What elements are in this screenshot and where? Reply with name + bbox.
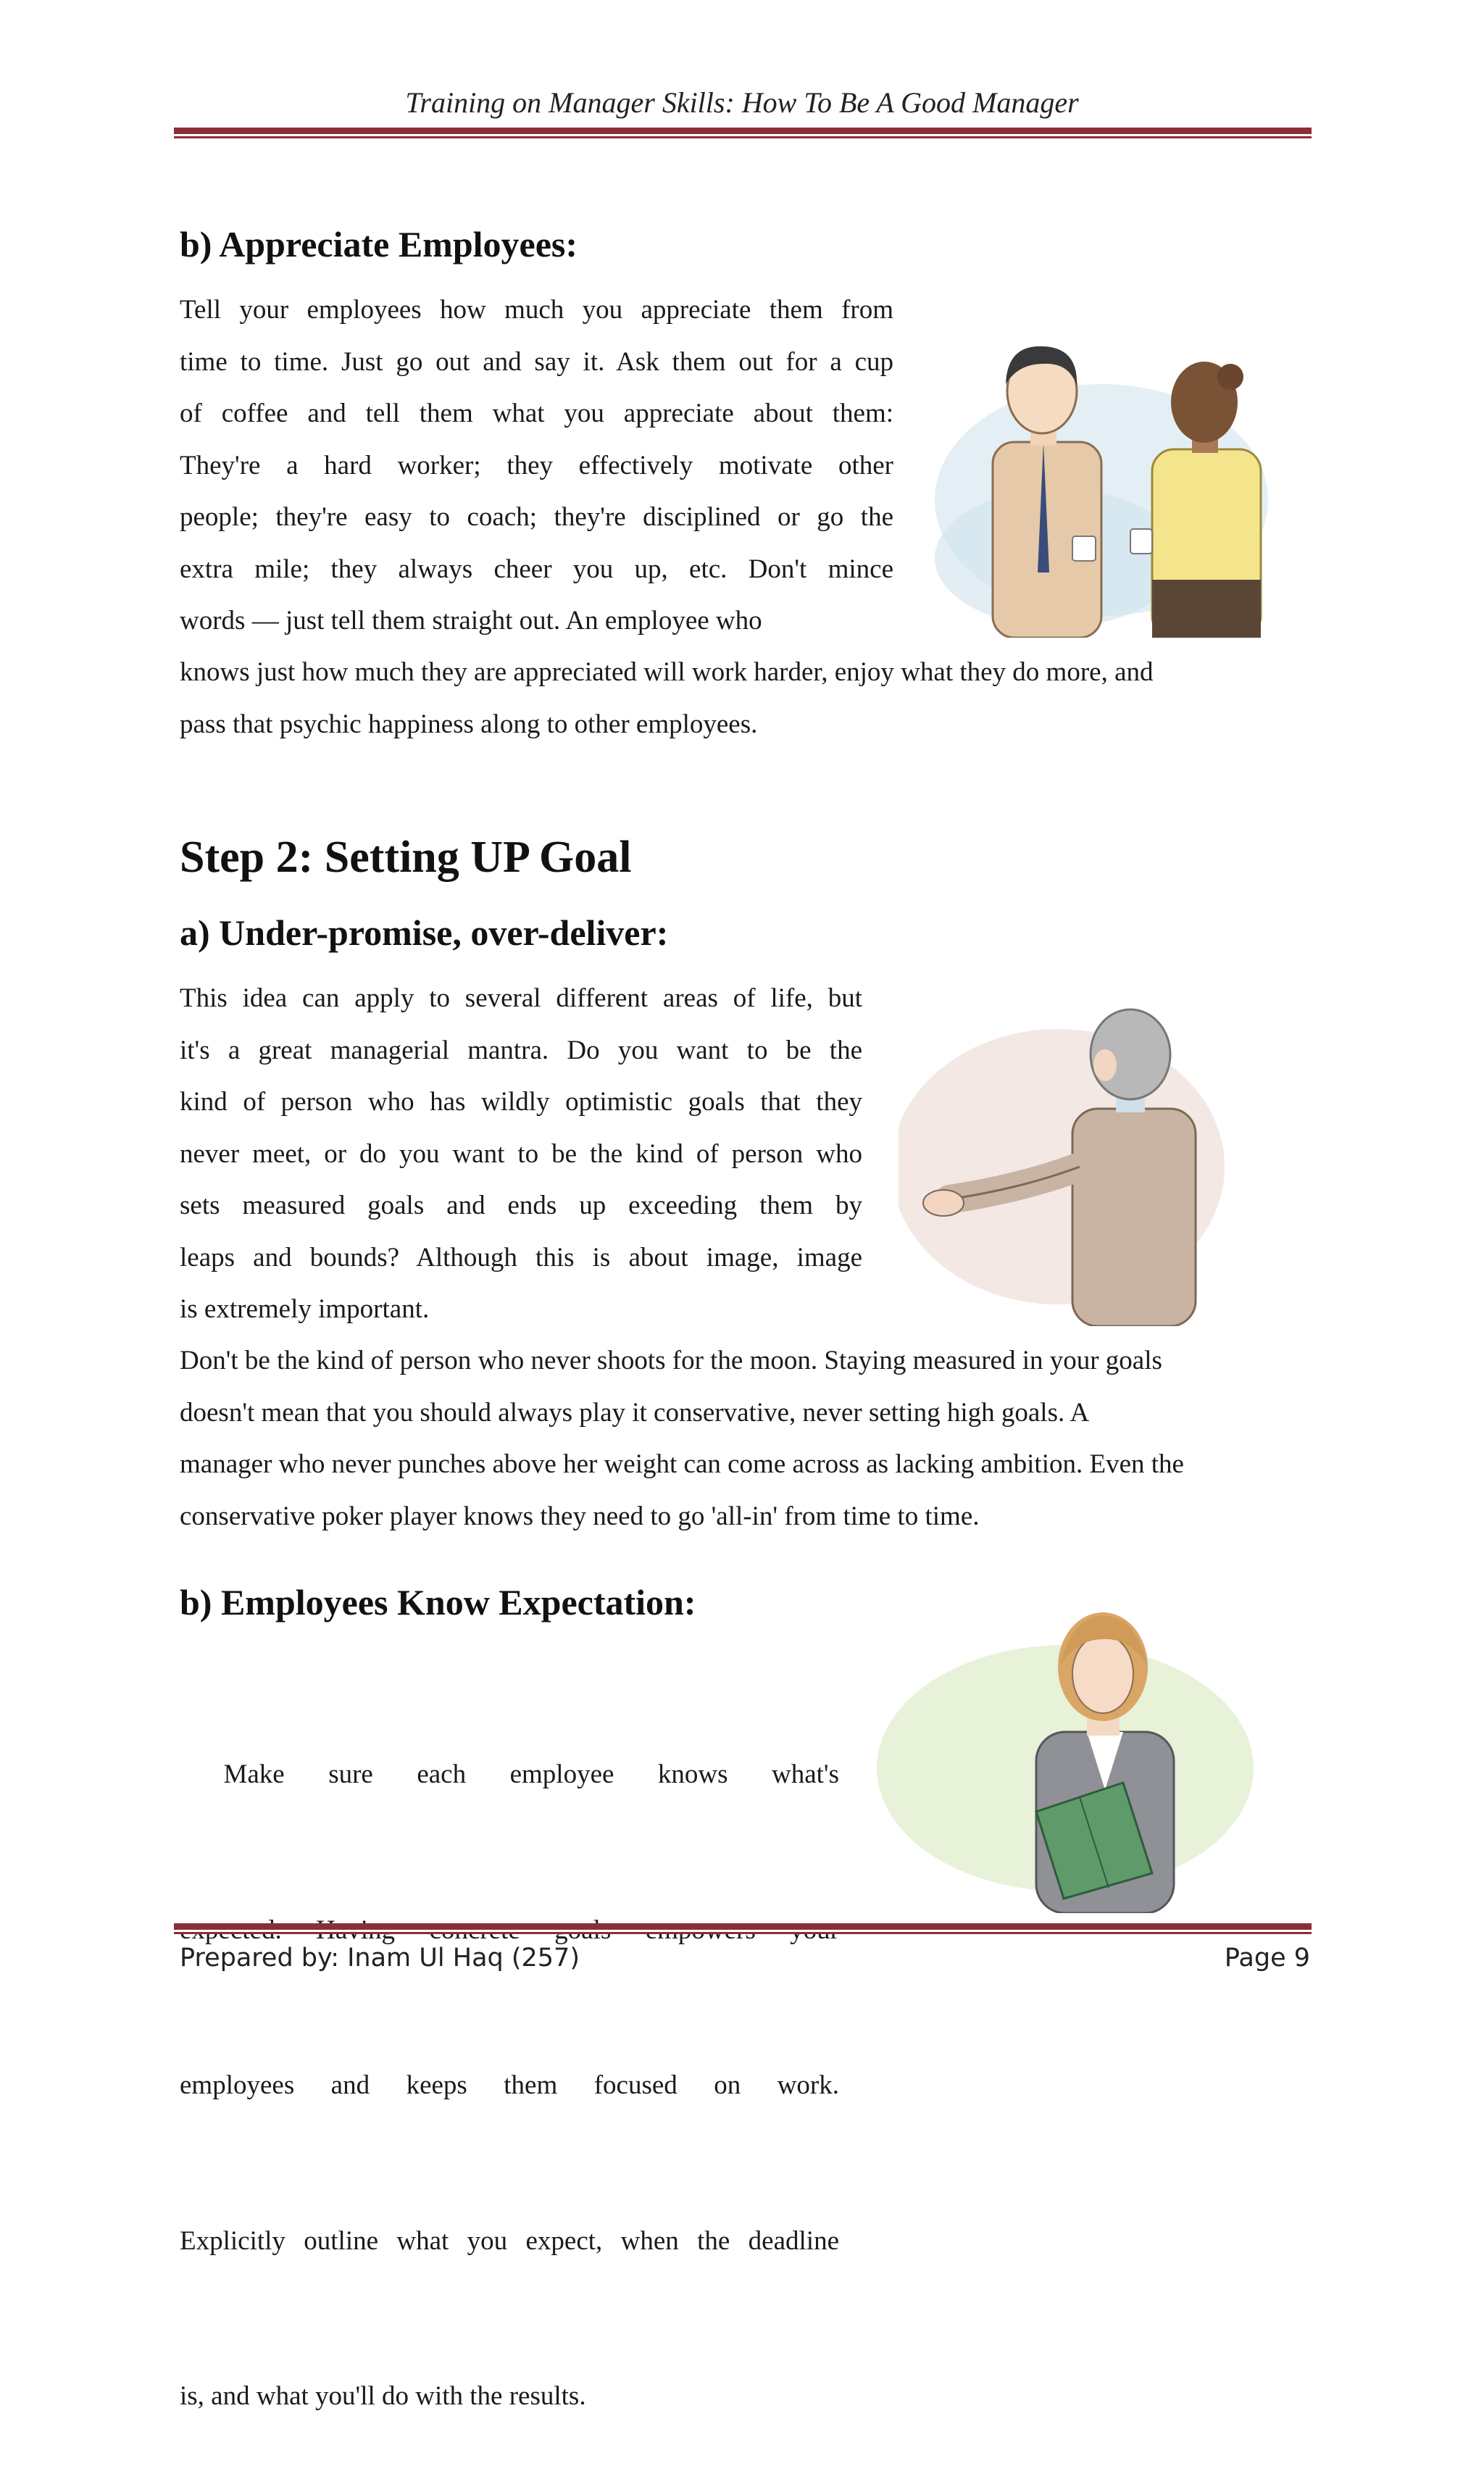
two-colleagues-coffee-illustration [935,319,1283,638]
text-line: conservative poker player knows they need to go 'all-in' from time to time. [180,1501,980,1531]
step-heading: Step 2: Setting UP Goal [180,833,632,882]
text-line: employees and keeps them focused on work. [180,2070,839,2100]
gesturing-manager-illustration [899,1000,1275,1326]
text-line: words — just tell them straight out. An employee who [180,606,762,636]
text-line: kind of person who has wildly optimistic goals that they [180,1087,862,1117]
running-header: Training on Manager Skills: How To Be A Good Manager [405,86,1079,119]
text-line: knows just how much they are appreciated will work harder, enjoy what they do more, and [180,657,1154,687]
text-line: doesn't mean that you should always play it conservative, never setting high goals. A [180,1397,1090,1428]
text-line: Tell your employees how much you appreciate them from [180,295,893,325]
section-heading-under-promise: a) Under-promise, over-deliver: [180,912,669,953]
paragraph-appreciate-wrapped [180,284,893,647]
section-heading-expectation: b) Employees Know Expectation: [180,1582,696,1623]
paragraph-under-promise-full [180,1335,1310,1542]
footer-prepared-by: Prepared by: Inam Ul Haq (257) [180,1944,580,1973]
paragraph-expectation-wrapped [180,1645,839,2474]
text-line: Don't be the kind of person who never shoots for the moon. Staying measured in your goals [180,1346,1162,1375]
text-line: They're a hard worker; they effectively motivate other [180,450,893,480]
text-line: Explicitly outline what you expect, when the deadline [180,2225,839,2256]
text-line: pass that psychic happiness along to other employees. [180,709,758,739]
text-line: time to time. Just go out and say it. Ask them out for a cup [180,346,893,377]
header-rule [174,128,1312,138]
text-line: sets measured goals and ends up exceeding them by [180,1191,862,1220]
text-line: it's a great managerial mantra. Do you want to be the [180,1035,862,1065]
paragraph-appreciate-full [180,646,1310,750]
woman-with-folder-illustration [870,1587,1275,1913]
text-line: This idea can apply to several different areas of life, but [180,983,862,1013]
footer-page-number: Page 9 [1224,1944,1310,1973]
text-line: manager who never punches above her weight can come across as lacking ambition. Even the [180,1449,1184,1479]
text-line: extra mile; they always cheer you up, etc. Don't mince [180,554,893,584]
text-line: is extremely important. [180,1294,430,1324]
footer-rule [174,1923,1312,1934]
paragraph-under-promise-wrapped [180,972,862,1336]
text-line: is, and what you'll do with the results. [180,2381,586,2411]
text-line: people; they're easy to coach; they're disciplined or go the [180,502,893,532]
text-line: never meet, or do you want to be the kind of person who [180,1138,862,1169]
text-line: of coffee and tell them what you appreciate about them: [180,399,893,428]
text-line: Make sure each employee knows what's [180,1759,839,1789]
text-line: leaps and bounds? Although this is about image, image [180,1242,862,1273]
section-heading-appreciate: b) Appreciate Employees: [180,224,578,265]
